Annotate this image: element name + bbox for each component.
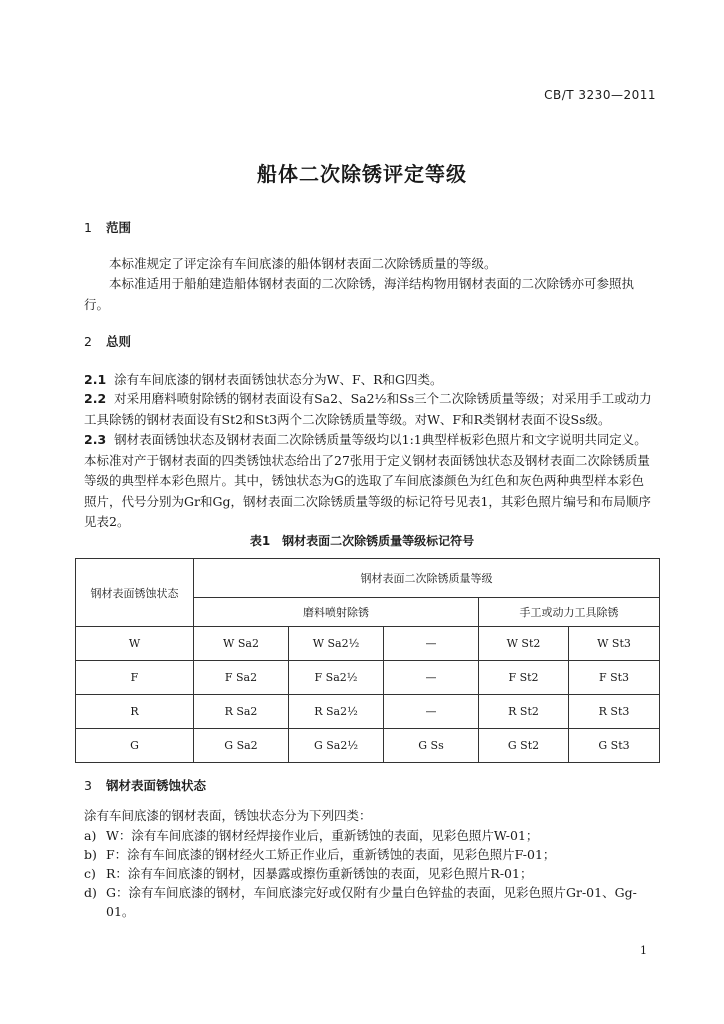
- section-1-heading: [84, 218, 656, 239]
- list-marker: a): [84, 828, 97, 843]
- document-title: 船体二次除锈评定等级: [257, 162, 467, 186]
- cell: —: [384, 661, 479, 695]
- cell: W St3: [569, 627, 660, 661]
- clause-text: 钢材表面锈蚀状态及钢材表面二次除锈质量等级均以1:1典型样板彩色照片和文字说明共同定义。本标准对产于钢材表面的四类锈蚀状态给出了27张用于定义钢材表面锈蚀状态及钢材表面二次除锈质量等级的典型样本彩色照片。其中，锈蚀状态为G的选取了车间底漆颜色为红色和灰色两种典型样本彩色照片，代号分别为Gr和Gg，钢材表面二次除锈质量等级的标记符号见表1，其彩色照片编号和布局顺序见表2。: [84, 432, 651, 529]
- cell-state: F: [76, 661, 194, 695]
- list-marker: d): [84, 885, 97, 900]
- standard-code: CB/T 3230—2011: [544, 88, 656, 102]
- section-title: 钢材表面锈蚀状态: [106, 778, 207, 793]
- list-item-text: R：涂有车间底漆的钢材，因暴露或擦伤重新锈蚀的表面，见彩色照片R-01；: [106, 866, 533, 881]
- cell: F Sa2: [194, 661, 289, 695]
- header-rust-state: 钢材表面锈蚀状态: [76, 559, 194, 627]
- clause-2-1: [84, 370, 656, 391]
- clause-number: 2.3: [84, 432, 107, 447]
- cell: G Sa2½: [289, 729, 384, 763]
- clause-text: 涂有车间底漆的钢材表面锈蚀状态分为W、F、R和G四类。: [114, 372, 443, 387]
- cell: G St2: [479, 729, 569, 763]
- cell: G Ss: [384, 729, 479, 763]
- cell-state: W: [76, 627, 194, 661]
- list-item-text: F：涂有车间底漆的钢材经火工矫正作业后，重新锈蚀的表面，见彩色照片F-01；: [106, 847, 556, 862]
- cell: F Sa2½: [289, 661, 384, 695]
- section-1-paragraph-1: 本标准规定了评定涂有车间底漆的船体钢材表面二次除锈质量的等级。: [109, 256, 497, 271]
- section-number: 2: [84, 334, 92, 349]
- header-quality-grade: 钢材表面二次除锈质量等级: [194, 559, 660, 598]
- cell: W Sa2: [194, 627, 289, 661]
- cell: G St3: [569, 729, 660, 763]
- list-item: [84, 826, 656, 845]
- list-item: [84, 883, 656, 921]
- table-row: [76, 661, 660, 695]
- section-number: 3: [84, 778, 92, 793]
- table-caption: 表1 钢材表面二次除锈质量等级标记符号: [249, 534, 475, 548]
- cell: F St3: [569, 661, 660, 695]
- clause-2-2: [84, 389, 656, 430]
- section-title: 范围: [106, 220, 132, 235]
- list-item: [84, 864, 656, 883]
- clause-number: 2.1: [84, 372, 107, 387]
- header-abrasive-blast: 磨料喷射除锈: [194, 598, 479, 627]
- cell: —: [384, 627, 479, 661]
- rust-state-list: [84, 826, 656, 921]
- cell: F St2: [479, 661, 569, 695]
- table-row: [76, 729, 660, 763]
- rust-grade-table: [75, 558, 660, 763]
- section-title: 总则: [106, 334, 132, 349]
- section-3-heading: [84, 776, 656, 797]
- section-3-intro: 涂有车间底漆的钢材表面，锈蚀状态分为下列四类：: [84, 808, 372, 823]
- header-hand-power-tool: 手工或动力工具除锈: [479, 598, 660, 627]
- cell: G Sa2: [194, 729, 289, 763]
- list-marker: b): [84, 847, 97, 862]
- section-number: 1: [84, 220, 92, 235]
- cell: —: [384, 695, 479, 729]
- list-item-text: W：涂有车间底漆的钢材经焊接作业后，重新锈蚀的表面，见彩色照片W-01；: [106, 828, 539, 843]
- cell: W St2: [479, 627, 569, 661]
- cell: R St3: [569, 695, 660, 729]
- cell-state: R: [76, 695, 194, 729]
- section-1-paragraph-2: 本标准适用于船舶建造船体钢材表面的二次除锈，海洋结构物用钢材表面的二次除锈亦可参照执行。: [84, 276, 635, 312]
- cell: R St2: [479, 695, 569, 729]
- section-2-heading: [84, 332, 656, 353]
- cell-state: G: [76, 729, 194, 763]
- clause-number: 2.2: [84, 391, 107, 406]
- table-row: [76, 627, 660, 661]
- cell: R Sa2: [194, 695, 289, 729]
- list-item-text: G：涂有车间底漆的钢材，车间底漆完好或仅附有少量白色锌盐的表面，见彩色照片Gr-01、Gg-01。: [106, 885, 637, 919]
- table-row: [76, 695, 660, 729]
- cell: W Sa2½: [289, 627, 384, 661]
- clause-2-3: [84, 430, 656, 533]
- list-marker: c): [84, 866, 96, 881]
- clause-text: 对采用磨料喷射除锈的钢材表面设有Sa2、Sa2½和Ss三个二次除锈质量等级；对采用手工或动力工具除锈的钢材表面设有St2和St3两个二次除锈质量等级。对W、F和R类钢材表面不设Ss级。: [84, 391, 652, 427]
- page-number: 1: [640, 944, 647, 957]
- cell: R Sa2½: [289, 695, 384, 729]
- list-item: [84, 845, 656, 864]
